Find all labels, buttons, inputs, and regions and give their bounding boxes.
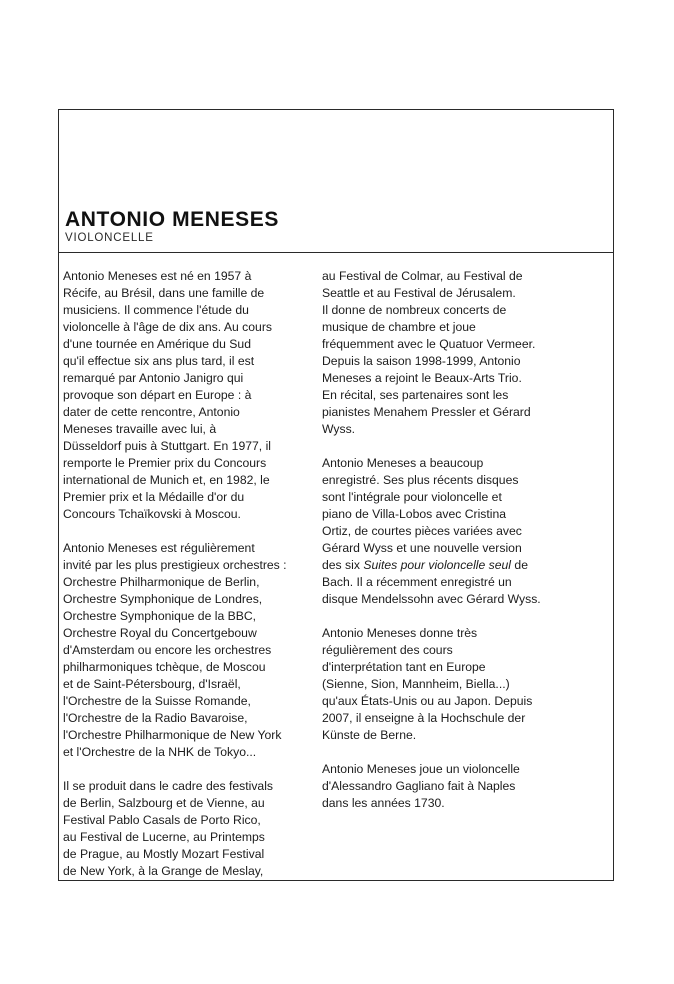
text-line: piano de Villa-Lobos avec Cristina bbox=[322, 507, 507, 521]
text-line: qu'aux États-Unis ou au Japon. Depuis bbox=[322, 694, 533, 708]
text-line: Antonio Meneses joue un violoncelle bbox=[322, 762, 520, 776]
text-line: Concours Tchaïkovski à Moscou. bbox=[63, 507, 241, 521]
text-line: Düsseldorf puis à Stuttgart. En 1977, il bbox=[63, 439, 271, 453]
text-line: Festival Pablo Casals de Porto Rico, bbox=[63, 813, 261, 827]
text-line: En récital, ses partenaires sont les bbox=[322, 388, 509, 402]
text-line: de Berlin, Salzbourg et de Vienne, au bbox=[63, 796, 265, 810]
text-line: Bach. Il a récemment enregistré un bbox=[322, 575, 512, 589]
text-line: et de Saint-Pétersbourg, d'Israël, bbox=[63, 677, 241, 691]
text-line: Wyss. bbox=[322, 422, 356, 436]
text-line: disque Mendelssohn avec Gérard Wyss. bbox=[322, 592, 541, 606]
text-line: l'Orchestre de la Radio Bavaroise, bbox=[63, 711, 248, 725]
text-line: sont l'intégrale pour violoncelle et bbox=[322, 490, 502, 504]
left-column bbox=[63, 268, 297, 897]
text-line: Orchestre Symphonique de la BBC, bbox=[63, 609, 257, 623]
text-line: musiciens. Il commence l'étude du bbox=[63, 303, 249, 317]
text-line: Depuis la saison 1998-1999, Antonio bbox=[322, 354, 521, 368]
text-line: régulièrement des cours bbox=[322, 643, 453, 657]
orchestras-paragraph bbox=[63, 540, 297, 761]
suites-title: Suites pour violoncelle seul bbox=[363, 558, 512, 572]
text-line: de New York, à la Grange de Meslay, bbox=[63, 864, 264, 878]
text-line: Récife, au Brésil, dans une famille de bbox=[63, 286, 265, 300]
text-line: invité par les plus prestigieux orchestres : bbox=[63, 558, 287, 572]
festivals-paragraph bbox=[63, 778, 297, 880]
text-line: d'Alessandro Gagliano fait à Naples bbox=[322, 779, 516, 793]
text-line: Antonio Meneses donne très bbox=[322, 626, 478, 640]
text-line: Il se produit dans le cadre des festivals bbox=[63, 779, 274, 793]
festivals-continued-paragraph bbox=[322, 268, 556, 438]
text-line: provoque son départ en Europe : à bbox=[63, 388, 252, 402]
text-line: Meneses travaille avec lui, à bbox=[63, 422, 217, 436]
text-line: dater de cette rencontre, Antonio bbox=[63, 405, 240, 419]
teaching-paragraph bbox=[322, 625, 556, 744]
text-line: fréquemment avec le Quatuor Vermeer. bbox=[322, 337, 536, 351]
text-line: Ortiz, de courtes pièces variées avec bbox=[322, 524, 522, 538]
text-line: Orchestre Royal du Concertgebouw bbox=[63, 626, 257, 640]
text-line: Gérard Wyss et une nouvelle version bbox=[322, 541, 522, 555]
text-line: remporte le Premier prix du Concours bbox=[63, 456, 267, 470]
text-line: (Sienne, Sion, Mannheim, Biella...) bbox=[322, 677, 510, 691]
text-line: international de Munich et, en 1982, le bbox=[63, 473, 270, 487]
recordings-paragraph bbox=[322, 455, 556, 608]
italic-title-line: des six Suites pour violoncelle seul de bbox=[322, 558, 528, 572]
text-line: d'Amsterdam ou encore les orchestres bbox=[63, 643, 272, 657]
text-line: dans les années 1730. bbox=[322, 796, 445, 810]
text-line: Meneses a rejoint le Beaux-Arts Trio. bbox=[322, 371, 522, 385]
text-line: Antonio Meneses est né en 1957 à bbox=[63, 269, 252, 283]
artist-name: ANTONIO MENESES bbox=[65, 208, 279, 231]
text-line: violoncelle à l'âge de dix ans. Au cours bbox=[63, 320, 272, 334]
text-line: de Prague, au Mostly Mozart Festival bbox=[63, 847, 265, 861]
artist-instrument: VIOLONCELLE bbox=[65, 232, 154, 244]
text-line: au Festival de Colmar, au Festival de bbox=[322, 269, 523, 283]
text-line: l'Orchestre de la Suisse Romande, bbox=[63, 694, 251, 708]
right-column bbox=[322, 268, 556, 829]
biography-paragraph bbox=[63, 268, 297, 523]
text-line: Antonio Meneses a beaucoup bbox=[322, 456, 484, 470]
text-line: philharmoniques tchèque, de Moscou bbox=[63, 660, 266, 674]
text-line: d'interprétation tant en Europe bbox=[322, 660, 486, 674]
text-line: Il donne de nombreux concerts de bbox=[322, 303, 507, 317]
text-line: pianistes Menahem Pressler et Gérard bbox=[322, 405, 531, 419]
text-line: l'Orchestre Philharmonique de New York bbox=[63, 728, 282, 742]
text-line: au Festival de Lucerne, au Printemps bbox=[63, 830, 265, 844]
text-line: d'une tournée en Amérique du Sud bbox=[63, 337, 251, 351]
text-line: Orchestre Symphonique de Londres, bbox=[63, 592, 263, 606]
text-line: remarqué par Antonio Janigro qui bbox=[63, 371, 244, 385]
text-line: Antonio Meneses est régulièrement bbox=[63, 541, 255, 555]
instrument-paragraph bbox=[322, 761, 556, 812]
heading-divider bbox=[59, 252, 613, 253]
text-line: qu'il effectue six ans plus tard, il est bbox=[63, 354, 255, 368]
text-line: enregistré. Ses plus récents disques bbox=[322, 473, 519, 487]
text-line: Künste de Berne. bbox=[322, 728, 417, 742]
text-line: Seattle et au Festival de Jérusalem. bbox=[322, 286, 516, 300]
text-line: musique de chambre et joue bbox=[322, 320, 476, 334]
text-line: et l'Orchestre de la NHK de Tokyo... bbox=[63, 745, 257, 759]
text-line: 2007, il enseigne à la Hochschule der bbox=[322, 711, 526, 725]
text-line: Premier prix et la Médaille d'or du bbox=[63, 490, 245, 504]
text-line: Orchestre Philharmonique de Berlin, bbox=[63, 575, 260, 589]
